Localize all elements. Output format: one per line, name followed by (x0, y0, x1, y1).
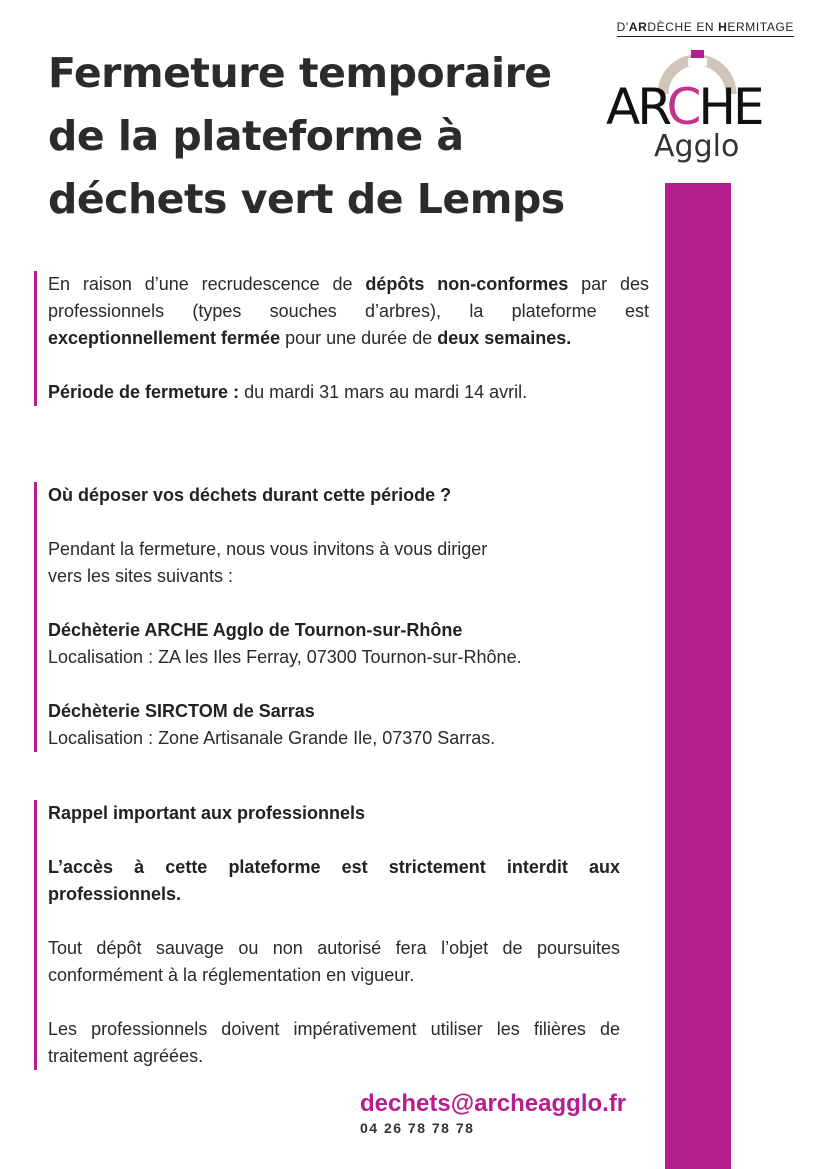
where-section (34, 482, 628, 752)
reminder-channels: Les professionnels doivent impérativement utiliser les filières de traitement agréées. (48, 1019, 620, 1066)
site-name: Déchèterie ARCHE Agglo de Tournon-sur-Rhône (48, 620, 463, 640)
reminder-heading: Rappel important aux professionnels (48, 803, 366, 823)
title-line-2: de la plateforme à (48, 112, 464, 160)
accent-band (665, 183, 731, 1169)
page-title (48, 42, 608, 231)
contact-block (360, 1090, 626, 1136)
logo-agglo: Agglo (654, 129, 740, 164)
site-location: Localisation : ZA les Iles Ferray, 07300 Tournon-sur-Rhône. (48, 647, 522, 667)
reminder-strict-notice: L’accès à cette plateforme est strictement interdit aux professionnels. (48, 857, 620, 904)
closure-period: Période de fermeture : du mardi 31 mars au mardi 14 avril. (48, 382, 528, 402)
contact-phone: 04 26 78 78 78 (360, 1120, 475, 1136)
where-heading: Où déposer vos déchets durant cette période ? (48, 485, 452, 505)
reminder-section (34, 800, 620, 1070)
where-intro-line-1: Pendant la fermeture, nous vous invitons à vous diriger (48, 539, 488, 559)
intro-section (34, 271, 649, 406)
reminder-penalty: Tout dépôt sauvage ou non autorisé fera l’objet de poursuites conformément à la réglementation en vigueur. (48, 938, 620, 985)
title-line-3: déchets vert de Lemps (48, 175, 565, 223)
site-location: Localisation : Zone Artisanale Grande Ile, 07370 Sarras. (48, 728, 496, 748)
arche-agglo-logo (604, 20, 794, 180)
contact-email-link[interactable]: dechets@archeagglo.fr (360, 1090, 627, 1117)
logo-tagline: D'ARDÈCHE EN HERMITAGE (617, 20, 794, 37)
where-intro-line-2: vers les sites suivants : (48, 566, 234, 586)
site-name: Déchèterie SIRCTOM de Sarras (48, 701, 315, 721)
logo-wordmark: ARCHE (606, 78, 762, 136)
intro-paragraph: En raison d’une recrudescence de dépôts non-conformes par des professionnels (types souches d’arbres), la plateforme est exceptionnellement fermée pour une durée de deux semaines. (48, 274, 649, 348)
title-line-1: Fermeture temporaire (48, 49, 552, 97)
